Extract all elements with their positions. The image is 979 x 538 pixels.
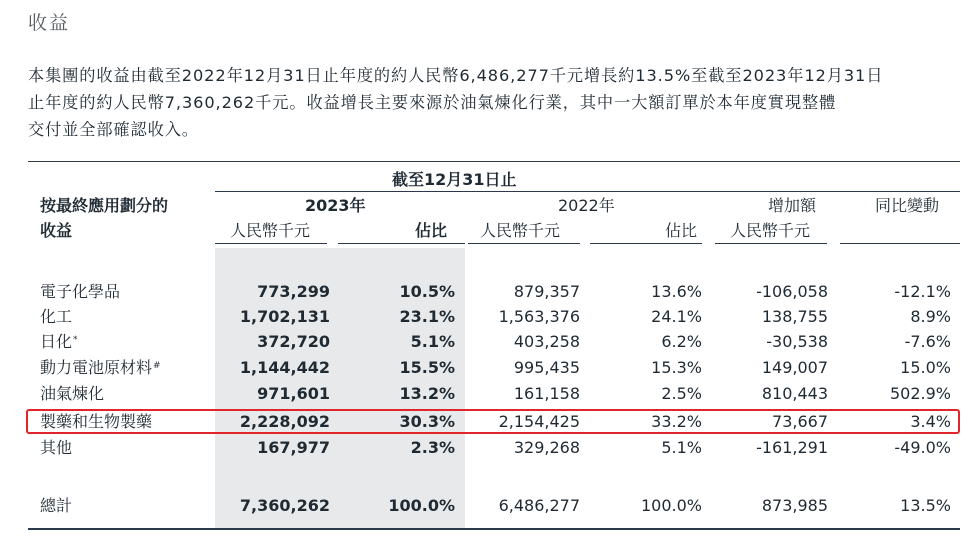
period-underline — [215, 191, 960, 192]
total-value-2023: 7,360,262 — [239, 496, 330, 515]
increase: 138,755 — [761, 307, 828, 326]
unit-2022-rmb: 人民幣千元 — [480, 221, 561, 240]
value-2022: 161,158 — [513, 384, 580, 403]
row-header-line2: 收益 — [40, 221, 73, 240]
header-underline-2023-rmb — [215, 243, 327, 244]
row-label: 動力電池原材料# — [40, 358, 161, 377]
table-top-rule — [28, 161, 960, 162]
value-2023: 971,601 — [257, 384, 330, 403]
unit-2023-share: 佔比 — [415, 221, 448, 240]
share-2023: 5.1% — [410, 332, 455, 351]
header-underline-increase — [715, 243, 827, 244]
increase: 149,007 — [761, 358, 828, 377]
section-title: 收益 — [28, 12, 71, 34]
row-label: 電子化學品 — [40, 282, 121, 301]
value-2022: 2,154,425 — [498, 412, 580, 431]
row-label: 製藥和生物製藥 — [40, 412, 153, 431]
value-2023: 167,977 — [257, 438, 330, 457]
value-2023: 773,299 — [257, 282, 330, 301]
increase: -161,291 — [756, 438, 828, 457]
total-value-2022: 6,486,277 — [498, 496, 580, 515]
total-increase: 873,985 — [761, 496, 828, 515]
value-2022: 995,435 — [513, 358, 580, 377]
share-2023: 30.3% — [399, 412, 455, 431]
total-share-2022: 100.0% — [640, 496, 702, 515]
value-2023: 2,228,092 — [239, 412, 330, 431]
yoy-change: 502.9% — [889, 384, 951, 403]
row-label: 日化* — [40, 332, 78, 351]
intro-paragraph — [28, 62, 970, 143]
unit-2022-share: 佔比 — [665, 221, 698, 240]
header-underline-2023-share — [338, 243, 465, 244]
yoy-change: -12.1% — [894, 282, 951, 301]
unit-increase-rmb: 人民幣千元 — [730, 221, 811, 240]
value-2023: 1,144,442 — [239, 358, 330, 377]
period-header: 截至12月31日止 — [392, 170, 517, 189]
header-underline-2022-rmb — [468, 243, 580, 244]
row-header-line1: 按最終應用劃分的 — [40, 196, 169, 215]
footnote-mark: # — [153, 361, 161, 371]
increase: -30,538 — [766, 332, 828, 351]
col-yoy-header: 同比變動 — [875, 196, 940, 215]
share-2023: 10.5% — [399, 282, 455, 301]
paragraph-line: 本集團的收益由截至2022年12月31日止年度的約人民幣6,486,277千元增長約13.5%至截至2023年12月31日 — [28, 66, 884, 85]
paragraph-line: 止年度的約人民幣7,360,262千元。收益增長主要來源於油氣煉化行業，其中一大額訂單於本年度實現整體 — [28, 93, 837, 112]
share-2023: 23.1% — [399, 307, 455, 326]
share-2022: 15.3% — [651, 358, 702, 377]
value-2022: 879,357 — [513, 282, 580, 301]
value-2022: 329,268 — [513, 438, 580, 457]
share-2022: 24.1% — [651, 307, 702, 326]
share-2022: 13.6% — [651, 282, 702, 301]
value-2022: 403,258 — [513, 332, 580, 351]
yoy-change: 3.4% — [910, 412, 951, 431]
share-2022: 5.1% — [661, 438, 702, 457]
share-2022: 6.2% — [661, 332, 702, 351]
yoy-change: 15.0% — [900, 358, 951, 377]
row-label: 油氣煉化 — [40, 384, 105, 403]
total-share-2023: 100.0% — [388, 496, 455, 515]
row-label: 化工 — [40, 307, 73, 326]
total-yoy-change: 13.5% — [900, 496, 951, 515]
table-bottom-rule — [28, 528, 960, 530]
value-2022: 1,563,376 — [498, 307, 580, 326]
header-underline-yoy — [840, 243, 960, 244]
total-label: 總計 — [40, 496, 73, 515]
value-2023: 1,702,131 — [239, 307, 330, 326]
col-2023-header: 2023年 — [305, 196, 366, 215]
yoy-change: 8.9% — [910, 307, 951, 326]
col-2022-header: 2022年 — [558, 196, 615, 215]
value-2023: 372,720 — [257, 332, 330, 351]
increase: 810,443 — [761, 384, 828, 403]
highlight-box — [26, 409, 960, 434]
share-2022: 33.2% — [651, 412, 702, 431]
row-label: 其他 — [40, 438, 73, 457]
paragraph-line: 交付並全部確認收入。 — [28, 120, 199, 139]
col-increase-header: 增加額 — [768, 196, 817, 215]
share-2023: 15.5% — [399, 358, 455, 377]
yoy-change: -7.6% — [904, 332, 951, 351]
unit-2023-rmb: 人民幣千元 — [230, 221, 311, 240]
footnote-mark: * — [73, 335, 78, 345]
share-2023: 13.2% — [399, 384, 455, 403]
header-underline-2022-share — [590, 243, 702, 244]
increase: -106,058 — [756, 282, 828, 301]
share-2022: 2.5% — [661, 384, 702, 403]
increase: 73,667 — [772, 412, 828, 431]
yoy-change: -49.0% — [894, 438, 951, 457]
share-2023: 2.3% — [410, 438, 455, 457]
